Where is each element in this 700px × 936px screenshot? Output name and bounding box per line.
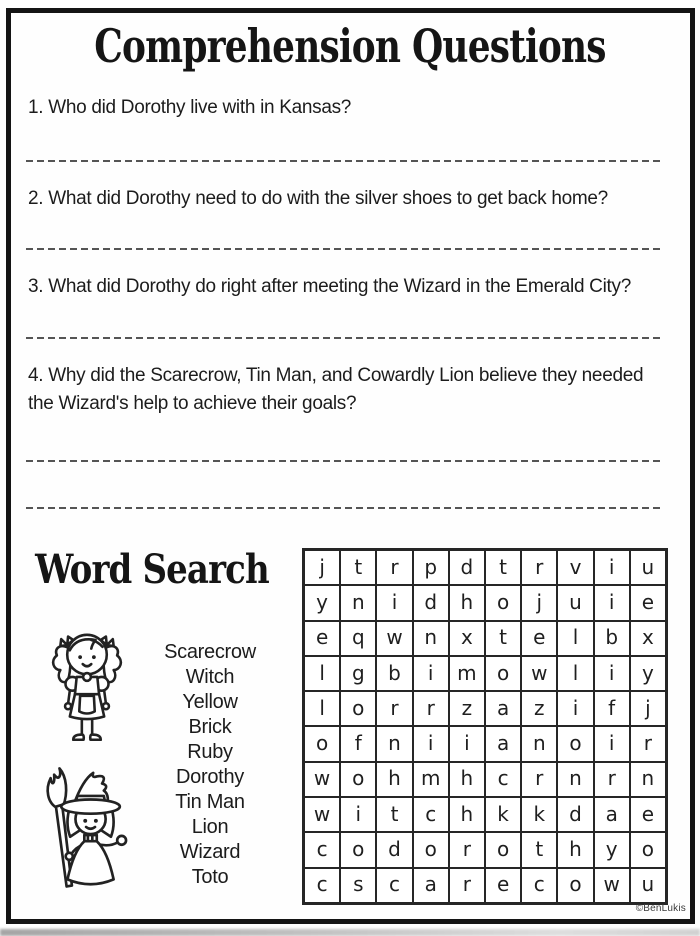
grid-cell: p — [413, 550, 449, 585]
grid-cell: d — [449, 550, 485, 585]
grid-cell: x — [449, 621, 485, 656]
grid-cell: t — [340, 550, 376, 585]
word-list-item: Toto — [191, 866, 229, 888]
credit-text: ©BenLukis — [635, 903, 686, 914]
grid-cell: i — [594, 656, 630, 691]
grid-cell: r — [376, 691, 412, 726]
grid-cell: e — [485, 868, 521, 903]
word-list-item: Lion — [191, 816, 229, 838]
grid-cell: n — [557, 762, 593, 797]
answer-line-2 — [26, 248, 662, 250]
question-4-line-1: 4. Why did the Scarecrow, Tin Man, and Cowardly Lion believe they needed — [28, 365, 644, 386]
grid-cell: r — [521, 550, 557, 585]
grid-cell: r — [630, 726, 666, 761]
witch-with-broom-illustration — [36, 764, 138, 906]
word-list-item: Wizard — [179, 841, 241, 863]
question-2: 2. What did Dorothy need to do with the silver shoes to get back home? — [28, 188, 608, 209]
answer-line-1 — [26, 160, 662, 162]
grid-cell: q — [340, 621, 376, 656]
grid-cell: d — [413, 585, 449, 620]
grid-cell: i — [413, 726, 449, 761]
grid-cell: j — [304, 550, 340, 585]
word-list-item: Dorothy — [176, 766, 244, 788]
grid-cell: j — [630, 691, 666, 726]
grid-cell: y — [304, 585, 340, 620]
question-4-line-2: the Wizard's help to achieve their goals? — [28, 393, 357, 414]
grid-cell: y — [630, 656, 666, 691]
grid-cell: s — [340, 868, 376, 903]
grid-cell: n — [376, 726, 412, 761]
grid-cell: u — [630, 550, 666, 585]
grid-cell: c — [413, 797, 449, 832]
grid-cell: i — [594, 550, 630, 585]
grid-cell: o — [340, 832, 376, 867]
grid-cell: o — [557, 868, 593, 903]
grid-cell: a — [594, 797, 630, 832]
grid-cell: d — [376, 832, 412, 867]
word-list-item: Tin Man — [175, 791, 245, 813]
grid-cell: i — [594, 726, 630, 761]
grid-cell: i — [449, 726, 485, 761]
grid-cell: o — [340, 762, 376, 797]
grid-cell: r — [449, 868, 485, 903]
grid-cell: h — [449, 585, 485, 620]
grid-cell: m — [413, 762, 449, 797]
grid-cell: r — [449, 832, 485, 867]
grid-cell: b — [376, 656, 412, 691]
grid-cell: o — [304, 726, 340, 761]
grid-cell: f — [594, 691, 630, 726]
grid-cell: c — [304, 832, 340, 867]
answer-line-3 — [26, 337, 662, 339]
grid-cell: o — [485, 656, 521, 691]
grid-cell: o — [485, 585, 521, 620]
grid-cell: v — [557, 550, 593, 585]
grid-cell: o — [485, 832, 521, 867]
grid-cell: o — [630, 832, 666, 867]
grid-cell: l — [304, 691, 340, 726]
grid-cell: k — [521, 797, 557, 832]
grid-cell: t — [485, 621, 521, 656]
grid-cell: c — [521, 868, 557, 903]
grid-cell: i — [413, 656, 449, 691]
grid-cell: n — [340, 585, 376, 620]
grid-cell: t — [485, 550, 521, 585]
word-list-item: Yellow — [182, 691, 238, 713]
grid-cell: i — [340, 797, 376, 832]
grid-cell: w — [521, 656, 557, 691]
grid-cell: i — [594, 585, 630, 620]
grid-cell: a — [485, 726, 521, 761]
grid-cell: z — [449, 691, 485, 726]
word-list-item: Ruby — [187, 741, 233, 763]
word-list-item: Witch — [185, 666, 235, 688]
answer-line-5 — [26, 507, 662, 509]
grid-cell: m — [449, 656, 485, 691]
grid-cell: i — [557, 691, 593, 726]
question-4 — [28, 362, 680, 418]
grid-cell: z — [521, 691, 557, 726]
grid-cell: w — [304, 797, 340, 832]
grid-cell: w — [376, 621, 412, 656]
grid-cell: r — [594, 762, 630, 797]
grid-cell: a — [413, 868, 449, 903]
grid-cell: i — [376, 585, 412, 620]
grid-cell: y — [594, 832, 630, 867]
grid-cell: e — [304, 621, 340, 656]
grid-cell: h — [449, 797, 485, 832]
grid-cell: n — [630, 762, 666, 797]
grid-cell: r — [413, 691, 449, 726]
grid-cell: h — [449, 762, 485, 797]
answer-line-4 — [26, 460, 662, 462]
grid-cell: a — [485, 691, 521, 726]
grid-cell: j — [521, 585, 557, 620]
grid-cell: c — [304, 868, 340, 903]
grid-cell: x — [630, 621, 666, 656]
grid-cell: b — [594, 621, 630, 656]
page-title: Comprehension Questions — [94, 19, 606, 73]
grid-cell: w — [304, 762, 340, 797]
grid-cell: w — [594, 868, 630, 903]
grid-cell: t — [376, 797, 412, 832]
word-search-title: Word Search — [35, 546, 269, 593]
grid-cell: l — [304, 656, 340, 691]
grid-cell: e — [630, 797, 666, 832]
grid-cell: u — [557, 585, 593, 620]
word-list-item: Scarecrow — [164, 641, 256, 663]
grid-cell: o — [340, 691, 376, 726]
grid-cell: o — [413, 832, 449, 867]
grid-cell: e — [630, 585, 666, 620]
word-search-grid — [302, 548, 668, 905]
grid-cell: e — [521, 621, 557, 656]
grid-cell: d — [557, 797, 593, 832]
scan-edge-artifact — [0, 929, 700, 936]
word-list-item: Brick — [188, 716, 232, 738]
grid-cell: u — [630, 868, 666, 903]
grid-cell: r — [521, 762, 557, 797]
grid-cell: l — [557, 656, 593, 691]
word-list — [148, 640, 272, 890]
grid-cell: k — [485, 797, 521, 832]
grid-cell: c — [376, 868, 412, 903]
grid-cell: n — [521, 726, 557, 761]
grid-cell: h — [557, 832, 593, 867]
grid-cell: t — [521, 832, 557, 867]
grid-cell: c — [485, 762, 521, 797]
grid-cell: g — [340, 656, 376, 691]
dorothy-girl-illustration — [44, 620, 130, 758]
grid-cell: n — [413, 621, 449, 656]
question-1: 1. Who did Dorothy live with in Kansas? — [28, 97, 352, 118]
grid-cell: h — [376, 762, 412, 797]
grid-cell: r — [376, 550, 412, 585]
grid-cell: l — [557, 621, 593, 656]
grid-cell: f — [340, 726, 376, 761]
grid-cell: o — [557, 726, 593, 761]
question-3: 3. What did Dorothy do right after meeting the Wizard in the Emerald City? — [28, 276, 631, 297]
